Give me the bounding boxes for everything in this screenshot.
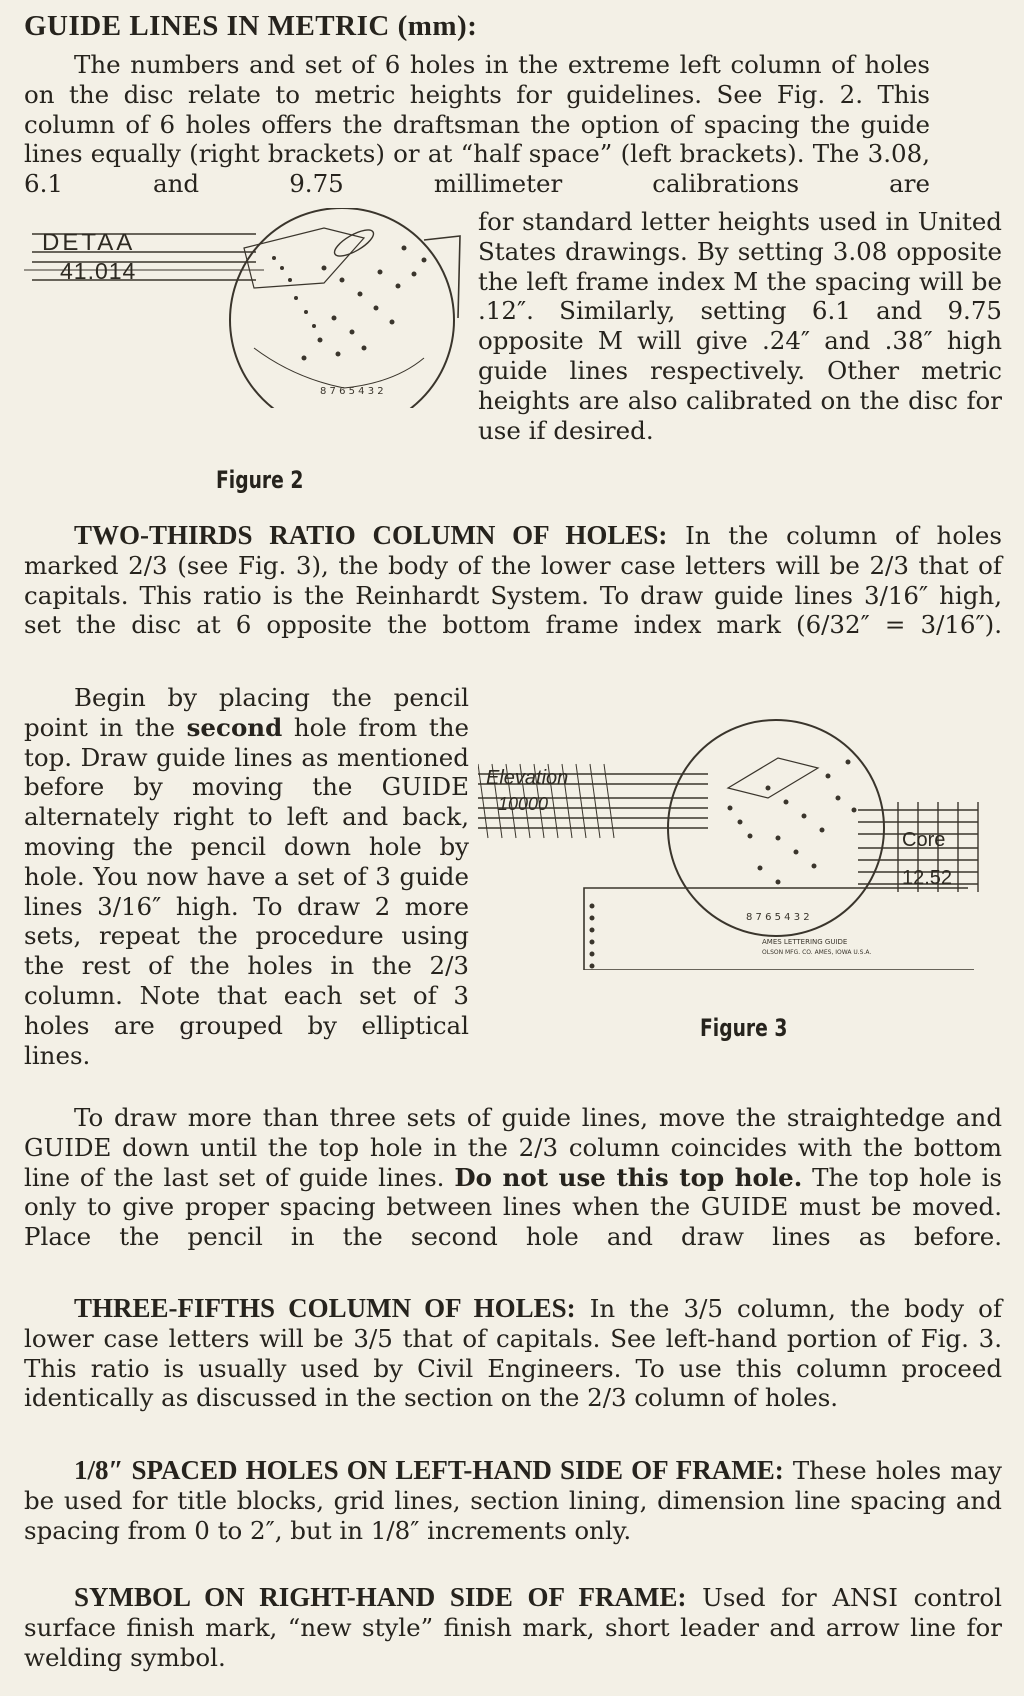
figure-2-side-paragraph: for standard letter heights used in United States drawings. By setting 3.08 opposite the left frame index M the spacing will be .12″. Similarly, setting 6.1 and 9.75 opposite M will give .24″ and .38″ high guide lines respectively. Other metric heights are also calibrated on the disc for use if desired. [478, 207, 1002, 445]
more-sets-paragraph [24, 1103, 1002, 1252]
begin-text-emphasis: second [186, 712, 283, 742]
intro-paragraph: The numbers and set of 6 holes in the extreme left column of holes on the disc relate to metric heights for guidelines. See Fig. 2. This column of 6 holes offers the draftsman the option of spacing the guide lines equally (right brackets) or at “half space” (left brackets). The 3.08, 6.1 and 9.75 millimeter calibrations are [24, 50, 930, 199]
symbol-paragraph [24, 1583, 1002, 1672]
figure-3-sample-right-2: 12.52 [902, 867, 953, 889]
more-sets-text-a: To draw more than three sets of guide lines, move the straightedge and GUIDE down until the top hole in the 2/3 column coincides with the bottom line of the last set of guide lines. [24, 1103, 1002, 1192]
figure-3-sample-left-1: Elevation [486, 767, 569, 789]
three-fifths-heading: THREE-FIFTHS COLUMN OF HOLES: [74, 1293, 576, 1323]
three-fifths-text: In the 3/5 column, the body of lower case letters will be 3/5 that of capitals. See left-hand portion of Fig. 3. This ratio is usually used by Civil Engineers. To use this column proceed identically as discussed in the section on the 2/3 column of holes. [24, 1294, 1003, 1413]
svg-text:8 7 6 5 4 3 2: 8 7 6 5 4 3 2 [746, 912, 810, 923]
figure-2-illustration [24, 208, 464, 408]
figure-3-brand-line-1: AMES LETTERING GUIDE [762, 938, 848, 946]
more-sets-text-emphasis: Do not use this top hole. [454, 1162, 803, 1192]
more-sets-text-b: The top hole is only to give proper spacing between lines when the GUIDE must be moved. Place the pencil in the second hole and draw lines as before. [24, 1162, 1002, 1252]
figure-2-sample-line-2: 41.014 [60, 258, 137, 284]
page-title: GUIDE LINES IN METRIC (mm): [24, 10, 478, 42]
figure-3-brand-line-2: OLSON MFG. CO. AMES, IOWA U.S.A. [762, 949, 872, 956]
begin-text-b: hole from the top. Draw guide lines as mentioned before by moving the GUIDE alternately right to left and back, moving the pencil down hole by hole. You now have a set of 3 guide lines 3/16″ high. To draw 2 more sets, repeat the procedure using the rest of the holes in the 2/3 column. Note that each set of 3 holes are grouped by elliptical lines. [24, 712, 469, 1070]
figure-3-illustration [478, 718, 998, 970]
figure-3-caption: Figure 3 [700, 1014, 788, 1042]
three-fifths-paragraph [24, 1294, 1002, 1413]
two-thirds-paragraph [24, 521, 1002, 640]
two-thirds-text: In the column of holes marked 2/3 (see Fig. 3), the body of the lower case letters will be 2/3 that of capitals. This ratio is the Reinhardt System. To draw guide lines 3/16″ high, set the disc at 6 opposite the bottom frame index mark (6/32″ = 3/16″). [24, 521, 1002, 640]
symbol-heading: SYMBOL ON RIGHT-HAND SIDE OF FRAME: [74, 1582, 687, 1612]
eighth-holes-heading: 1/8″ SPACED HOLES ON LEFT-HAND SIDE OF FRAME: [74, 1455, 784, 1485]
figure-3-sample-left-2: 10000 [498, 794, 549, 814]
begin-text-a: Begin by placing the pencil point in the [24, 683, 469, 742]
figure-3-sample-right-1: Core [902, 829, 946, 851]
eighth-holes-paragraph [24, 1456, 1002, 1545]
svg-text:8 7 6 5 4 3 2: 8 7 6 5 4 3 2 [320, 386, 384, 397]
symbol-text: Used for ANSI control surface finish mark, “new style” finish mark, short leader and arrow line for welding symbol. [24, 1583, 1002, 1672]
figure-2-caption: Figure 2 [216, 466, 304, 494]
eighth-holes-text: These holes may be used for title blocks, grid lines, section lining, dimension line spacing and spacing from 0 to 2″, but in 1/8″ increments only. [24, 1456, 1002, 1545]
two-thirds-heading: TWO-THIRDS RATIO COLUMN OF HOLES: [74, 520, 668, 550]
figure-2-sample-line-1: DETAA [42, 229, 136, 256]
begin-paragraph [24, 683, 469, 1070]
